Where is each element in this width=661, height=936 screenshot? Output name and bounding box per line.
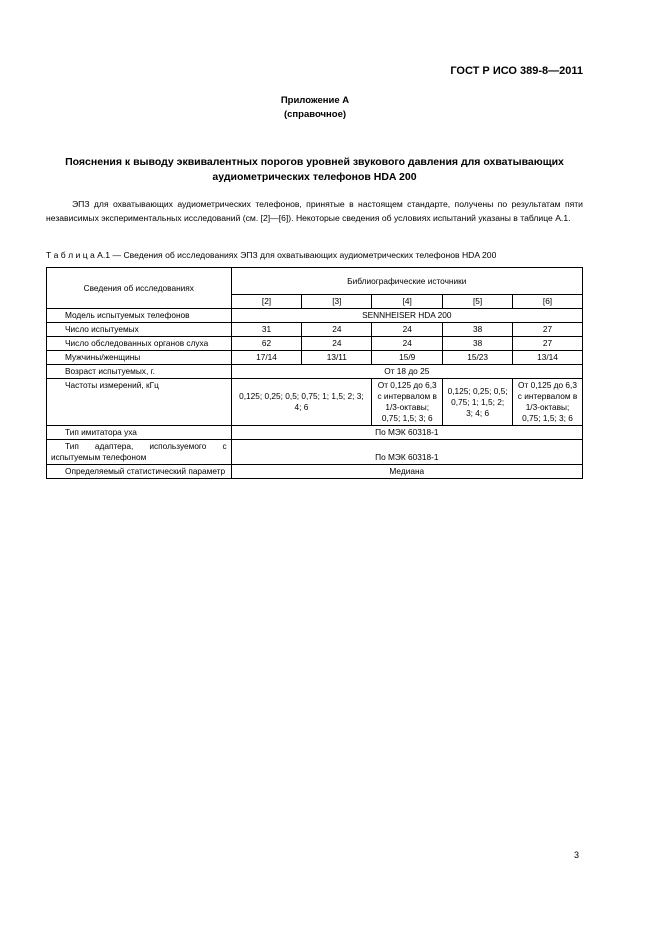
standard-number: ГОСТ Р ИСО 389-8—2011	[450, 65, 583, 77]
row-label: Число обследованных органов слуха	[47, 337, 232, 351]
cell-value: От 0,125 до 6,3 с интервалом в 1/3-октавы; 0,75; 1,5; 3; 6	[372, 379, 443, 426]
cell-value: 13/11	[302, 351, 372, 365]
cell-value: 24	[302, 337, 372, 351]
studies-table	[46, 267, 583, 479]
appendix-heading	[0, 94, 630, 122]
cell-value: SENNHEISER HDA 200	[231, 309, 582, 323]
table-row	[47, 426, 583, 440]
cell-value: 24	[372, 337, 443, 351]
group-header-sources: Библиографические источники	[231, 268, 582, 295]
source-ref: [4]	[372, 295, 443, 309]
cell-value: От 18 до 25	[231, 365, 582, 379]
column-header-studies: Сведения об исследованиях	[47, 268, 232, 309]
table-row	[47, 465, 583, 479]
row-label: Модель испытуемых телефонов	[47, 309, 232, 323]
row-label: Мужчины/женщины	[47, 351, 232, 365]
source-ref: [2]	[231, 295, 302, 309]
cell-value: От 0,125 до 6,3 с интервалом в 1/3-октавы; 0,75; 1,5; 3; 6	[513, 379, 583, 426]
table-row	[47, 309, 583, 323]
table-row	[47, 440, 583, 465]
cell-value: 15/9	[372, 351, 443, 365]
cell-value: По МЭК 60318-1	[231, 426, 582, 440]
row-label: Тип адаптера, используемого с испытуемым телефоном	[47, 440, 232, 465]
section-title	[46, 155, 583, 185]
appendix-title: Приложение А	[280, 95, 350, 106]
table-row	[47, 323, 583, 337]
cell-value: 31	[231, 323, 302, 337]
cell-value: 15/23	[443, 351, 513, 365]
table-row	[47, 379, 583, 426]
cell-value: 0,125; 0,25; 0,5; 0,75; 1; 1,5; 2; 3; 4; 6	[443, 379, 513, 426]
intro-paragraph: ЭПЗ для охватывающих аудиометрических телефонов, принятые в настоящем стандарте, получены по результатам пяти независимых экспериментальных исследований (см. [2]—[6]). Некоторые сведения об условиях испытаний указаны в таблице А.1.	[46, 199, 583, 223]
row-label: Частоты измерений, кГц	[47, 379, 232, 426]
row-label: Возраст испытуемых, г.	[47, 365, 232, 379]
source-ref: [5]	[443, 295, 513, 309]
cell-value: 17/14	[231, 351, 302, 365]
source-ref: [6]	[513, 295, 583, 309]
table-row	[47, 365, 583, 379]
cell-value: 38	[443, 337, 513, 351]
cell-value: 13/14	[513, 351, 583, 365]
cell-value: 0,125; 0,25; 0,5; 0,75; 1; 1,5; 2; 3; 4; 6	[231, 379, 372, 426]
cell-value: 27	[513, 323, 583, 337]
cell-value: По МЭК 60318-1	[231, 440, 582, 465]
source-ref: [3]	[302, 295, 372, 309]
row-label: Определяемый статистический параметр	[47, 465, 232, 479]
table-header-row	[47, 268, 583, 295]
cell-value: 27	[513, 337, 583, 351]
cell-value: 24	[372, 323, 443, 337]
table-row	[47, 351, 583, 365]
appendix-note: (справочное)	[283, 109, 347, 120]
cell-value: 38	[443, 323, 513, 337]
cell-value: 62	[231, 337, 302, 351]
row-label: Тип имитатора уха	[47, 426, 232, 440]
table-row	[47, 337, 583, 351]
section-title-line2: аудиометрических телефонов HDA 200	[212, 171, 417, 183]
cell-value: 24	[302, 323, 372, 337]
page-number: 3	[574, 850, 580, 860]
cell-value: Медиана	[231, 465, 582, 479]
section-title-line1: Пояснения к выводу эквивалентных порогов уровней звукового давления для охватывающих	[65, 156, 564, 168]
table-caption: Т а б л и ц а А.1 — Сведения об исследованиях ЭПЗ для охватывающих аудиометрических телефонов HDA 200	[46, 250, 497, 260]
row-label: Число испытуемых	[47, 323, 232, 337]
